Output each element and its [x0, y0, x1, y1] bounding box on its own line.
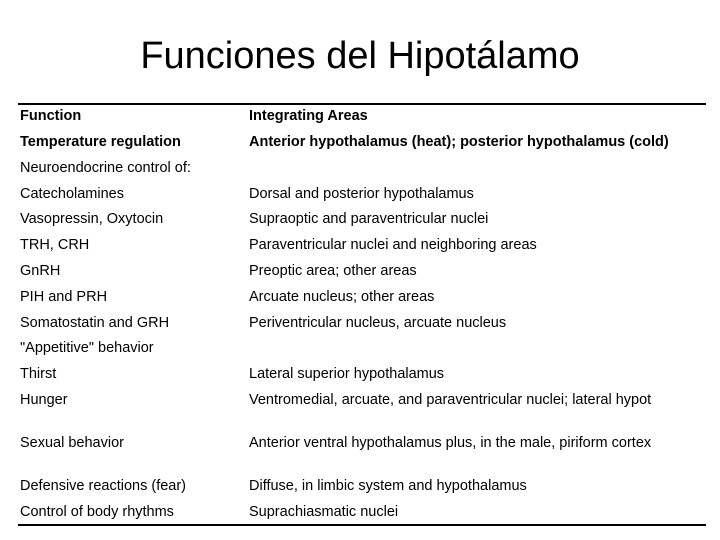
areas-cell: Lateral superior hypothalamus [249, 366, 445, 383]
areas-cell: Paraventricular nuclei and neighboring areas [249, 237, 537, 254]
function-cell: Neuroendocrine control of: [20, 159, 191, 176]
table-row [20, 287, 710, 313]
function-cell: PIH and PRH [20, 288, 108, 305]
slide-title: Funciones del Hipotálamo [140, 35, 580, 77]
table-row [20, 235, 710, 261]
table-row [20, 338, 710, 364]
function-cell: Control of body rhythms [20, 503, 174, 520]
table-row [20, 261, 710, 287]
function-cell: Thirst [20, 366, 57, 383]
table-row [20, 184, 710, 210]
areas-cell: Arcuate nucleus; other areas [249, 288, 435, 305]
table-row [20, 209, 710, 235]
function-cell: Somatostatin and GRH [20, 314, 170, 331]
function-cell: Temperature regulation [20, 134, 181, 150]
function-cell: Sexual behavior [20, 434, 124, 451]
function-cell: Catecholamines [20, 185, 124, 202]
table-row [20, 433, 710, 476]
function-cell: "Appetitive" behavior [20, 340, 154, 357]
function-cell: Defensive reactions (fear) [20, 477, 187, 494]
table-header-row [20, 106, 710, 132]
areas-cell: Preoptic area; other areas [249, 262, 417, 279]
header-integrating-areas: Integrating Areas [249, 108, 368, 124]
table-row [20, 132, 710, 158]
table-row [20, 364, 710, 390]
areas-cell: Ventromedial, arcuate, and paraventricular nuclei; lateral hypot [249, 391, 652, 408]
function-cell: TRH, CRH [20, 237, 90, 254]
areas-cell: Supraoptic and paraventricular nuclei [249, 211, 489, 228]
areas-cell: Dorsal and posterior hypothalamus [249, 185, 474, 202]
function-cell: Hunger [20, 391, 68, 408]
table-row [20, 476, 710, 502]
table-row [20, 158, 710, 184]
table-bottom-rule [18, 524, 706, 526]
areas-cell: Anterior ventral hypothalamus plus, in the male, piriform cortex [249, 434, 652, 451]
table-row [20, 390, 710, 433]
header-function: Function [20, 108, 82, 124]
hypothalamus-function-table [20, 106, 710, 528]
areas-cell: Anterior hypothalamus (heat); posterior hypothalamus (cold) [249, 134, 669, 150]
areas-cell: Periventricular nucleus, arcuate nucleus [249, 314, 507, 331]
areas-cell: Diffuse, in limbic system and hypothalamus [249, 477, 527, 494]
function-cell: GnRH [20, 262, 61, 279]
areas-cell: Suprachiasmatic nuclei [249, 503, 399, 520]
function-cell: Vasopressin, Oxytocin [20, 211, 164, 228]
table-top-rule [18, 103, 706, 105]
table-row [20, 313, 710, 339]
